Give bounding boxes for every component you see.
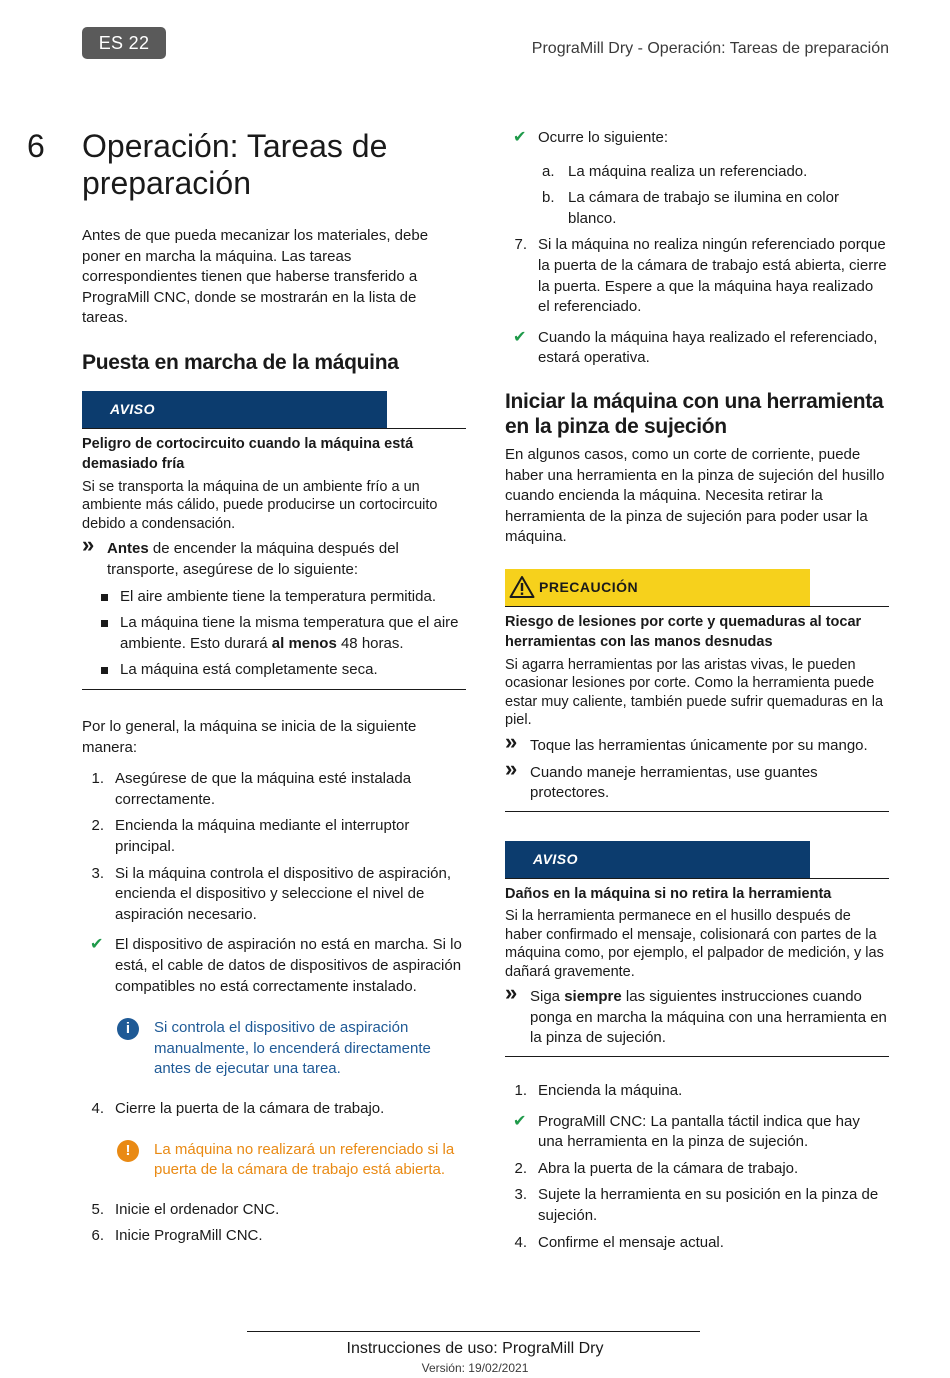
section-heading-startup: Puesta en marcha de la máquina: [82, 350, 399, 374]
list-item: 1. Asegúrese de que la máquina esté instalada correctamente.: [91, 770, 412, 808]
caution-action-1: [505, 728, 889, 757]
notice-box-condensation: [82, 401, 466, 690]
caution-action-2: [505, 755, 889, 804]
step-text: Inicie el ordenador CNC.: [115, 1200, 280, 1218]
left-column: [82, 226, 466, 1247]
checkmark-icon: ✔: [513, 129, 527, 146]
list-item: 4. Cierre la puerta de la cámara de trabajo.: [91, 1099, 385, 1117]
square-bullet-icon: [101, 594, 108, 601]
right-column: [505, 128, 889, 1253]
result-text: Cuando la máquina haya realizado el referenciado, estará operativa.: [538, 328, 878, 367]
list-item: 3. Si la máquina controla el dispositivo de aspiración, encienda el dispositivo y seleccione el nivel de aspiración necesario.: [91, 864, 452, 923]
notice-action-bold: Antes: [107, 540, 149, 558]
step-text: Encienda la máquina.: [538, 1081, 683, 1099]
tool-steps-rest: [505, 1159, 889, 1253]
tool-intro: En algunos casos, como un corte de corriente, puede haber una herramienta en la pinza de sujeción del husillo cuando encienda la máquina. Necesita retirar la herramienta de la pinza de sujeción para poder usar la máquina.: [505, 445, 885, 546]
list-item: [82, 660, 466, 681]
square-bullet-icon: [101, 667, 108, 674]
result-text: PrograMill CNC: La pantalla táctil indica que hay una herramienta en la pinza de sujeción.: [538, 1112, 860, 1151]
double-chevron-icon: »: [505, 728, 518, 754]
notice-body: Si se transporta la máquina de un ambiente frío a un ambiente más cálido, puede producirse un cortocircuito debido a condensación.: [82, 478, 438, 532]
notice-bullet-list: [82, 587, 466, 681]
caution-band: [505, 569, 810, 606]
step-text: Confirme el mensaje actual.: [538, 1233, 724, 1251]
startup-steps-5-6: [82, 1200, 466, 1247]
list-item: 1. Encienda la máquina.: [514, 1081, 683, 1099]
notice-label: AVISO: [82, 391, 387, 428]
notice-action: [82, 532, 466, 580]
sub-list: [505, 162, 889, 230]
checkmark-icon: ✔: [513, 328, 527, 346]
list-item: 4. Confirme el mensaje actual.: [514, 1233, 724, 1251]
result-text: El dispositivo de aspiración no está en marcha. Si lo está, el cable de datos de dispositivos de aspiración compatibles no está correctamente instalado.: [115, 936, 462, 995]
bullet-text: 48 horas.: [336, 634, 404, 652]
intro-paragraph: Antes de que pueda mecanizar los materiales, debe poner en marcha la máquina. Las tareas correspondientes tienen que haberse transferido a PrograMill CNC, donde se mostrarán en la lista de tareas.: [82, 227, 429, 327]
notice-action-text: Siga: [530, 988, 565, 1006]
sub-item-text: La máquina realiza un referenciado.: [568, 162, 808, 180]
list-item: 6. Inicie PrograMill CNC.: [91, 1227, 263, 1245]
step-text: Encienda la máquina mediante el interruptor principal.: [115, 817, 410, 855]
caution-box: [505, 579, 889, 812]
notice-title: Peligro de cortocircuito cuando la máquina está demasiado fría: [82, 435, 414, 473]
checkmark-icon: ✔: [90, 936, 104, 954]
notice-header: [82, 391, 466, 429]
notice-action-text: las siguientes instrucciones cuando ponga en marcha la máquina con una herramienta en la pinza de sujeción.: [530, 988, 887, 1047]
general-intro: Por lo general, la máquina se inicia de la siguiente manera:: [82, 718, 417, 756]
bullet-text: La máquina está completamente seca.: [120, 661, 378, 679]
step-text: Si la máquina no realiza ningún referenciado porque la puerta de la cámara de trabajo está abierta, cierre la puerta. Espere a que la máquina haya realizado el referenciado.: [538, 236, 887, 316]
caution-label: PRECAUCIÓN: [539, 579, 639, 596]
result-ready: [505, 328, 889, 369]
step-text: Si la máquina controla el dispositivo de aspiración, encienda el dispositivo y seleccione el nivel de aspiración necesario.: [115, 864, 452, 923]
section-heading-tool: Iniciar la máquina con una herramienta en la pinza de sujeción: [505, 389, 884, 438]
notice-action-bold: siempre: [564, 988, 622, 1006]
footer-version: Versión: 19/02/2021: [421, 1361, 529, 1375]
list-item: a. La máquina realiza un referenciado.: [542, 162, 808, 180]
notice-body: Si la herramienta permanece en el husillo después de haber confirmado el mensaje, colisionará con partes de la máquina como, por ejemplo, el palpador de medición, y las dañará gravemente.: [505, 908, 884, 980]
list-item: 7. Si la máquina no realiza ningún referenciado porque la puerta de la cámara de trabajo está abierta, cierre la puerta. Espere a que la máquina haya realizado el referenciado.: [514, 236, 887, 316]
exclamation-icon: !: [117, 1140, 139, 1162]
footer-divider: [247, 1331, 700, 1332]
startup-step-7: [505, 235, 889, 317]
startup-steps: [82, 769, 466, 925]
step-text: Sujete la herramienta en su posición en la pinza de sujeción.: [538, 1186, 879, 1224]
step-text: Inicie PrograMill CNC.: [115, 1227, 263, 1245]
list-item: 5. Inicie el ordenador CNC.: [91, 1200, 280, 1218]
chapter-title: Operación: Tareas de preparación: [82, 128, 388, 201]
list-item: b. La cámara de trabajo se ilumina en color blanco.: [542, 189, 839, 227]
list-item: [82, 613, 466, 654]
page-number-badge: ES 22: [82, 27, 166, 59]
step-text: Asegúrese de que la máquina esté instalada correctamente.: [115, 770, 412, 808]
notice-title: Daños en la máquina si no retira la herramienta: [505, 885, 832, 902]
warning-note-text: La máquina no realizará un referenciado si la puerta de la cámara de trabajo está abierta.: [154, 1140, 455, 1179]
startup-step-4: [82, 1099, 466, 1120]
caution-action-text: Cuando maneje herramientas, use guantes protectores.: [530, 763, 818, 802]
chapter-number: 6: [27, 128, 45, 164]
info-note-text: Si controla el dispositivo de aspiración manualmente, lo encenderá directamente antes de ejecutar una tarea.: [154, 1019, 431, 1078]
bullet-text: La máquina tiene la misma temperatura que el aire ambiente. Esto durará: [120, 614, 459, 652]
step-text: Abra la puerta de la cámara de trabajo.: [538, 1159, 799, 1177]
info-icon: i: [117, 1018, 139, 1040]
sub-item-text: La cámara de trabajo se ilumina en color blanco.: [568, 189, 839, 227]
notice-label: AVISO: [505, 841, 810, 878]
list-item: 2. Encienda la máquina mediante el interruptor principal.: [91, 817, 410, 855]
caution-title: Riesgo de lesiones por corte y quemaduras al tocar herramientas con las manos desnudas: [505, 613, 862, 651]
bullet-text: El aire ambiente tiene la temperatura permitida.: [120, 587, 436, 605]
checkmark-icon: ✔: [513, 1112, 527, 1130]
footer-title: Instrucciones de uso: PrograMill Dry: [346, 1340, 604, 1357]
bullet-bold: al menos: [271, 634, 337, 652]
result-display: [505, 1112, 889, 1153]
double-chevron-icon: »: [505, 980, 518, 1006]
list-item: 3. Sujete la herramienta en su posición en la pinza de sujeción.: [514, 1186, 879, 1224]
caution-header: [505, 569, 889, 607]
result-following: [505, 128, 889, 149]
running-header: PrograMill Dry - Operación: Tareas de preparación: [531, 40, 889, 57]
warning-note: [82, 1140, 466, 1181]
list-item: [82, 587, 466, 608]
notice-header: [505, 841, 889, 879]
notice-box-tool: [505, 850, 889, 1057]
tool-step-1: [505, 1081, 889, 1102]
double-chevron-icon: »: [82, 532, 95, 558]
caution-action-text: Toque las herramientas únicamente por su mango.: [530, 736, 868, 754]
result-text: Ocurre lo siguiente:: [538, 129, 669, 146]
notice-action-text: de encender la máquina después del transporte, asegúrese de lo siguiente:: [107, 540, 399, 579]
step-text: Cierre la puerta de la cámara de trabajo.: [115, 1099, 385, 1117]
warning-triangle-icon: [509, 575, 535, 599]
result-suction: [82, 935, 466, 997]
notice-action: [505, 980, 889, 1049]
caution-body: Si agarra herramientas por las aristas vivas, le pueden ocasionar lesiones por corte. Como la herramienta puede estar muy caliente, también puede sufrir quemaduras en la piel.: [505, 656, 884, 729]
square-bullet-icon: [101, 620, 108, 627]
list-item: 2. Abra la puerta de la cámara de trabajo.: [514, 1159, 799, 1177]
double-chevron-icon: »: [505, 755, 518, 781]
info-note: [82, 1018, 466, 1080]
